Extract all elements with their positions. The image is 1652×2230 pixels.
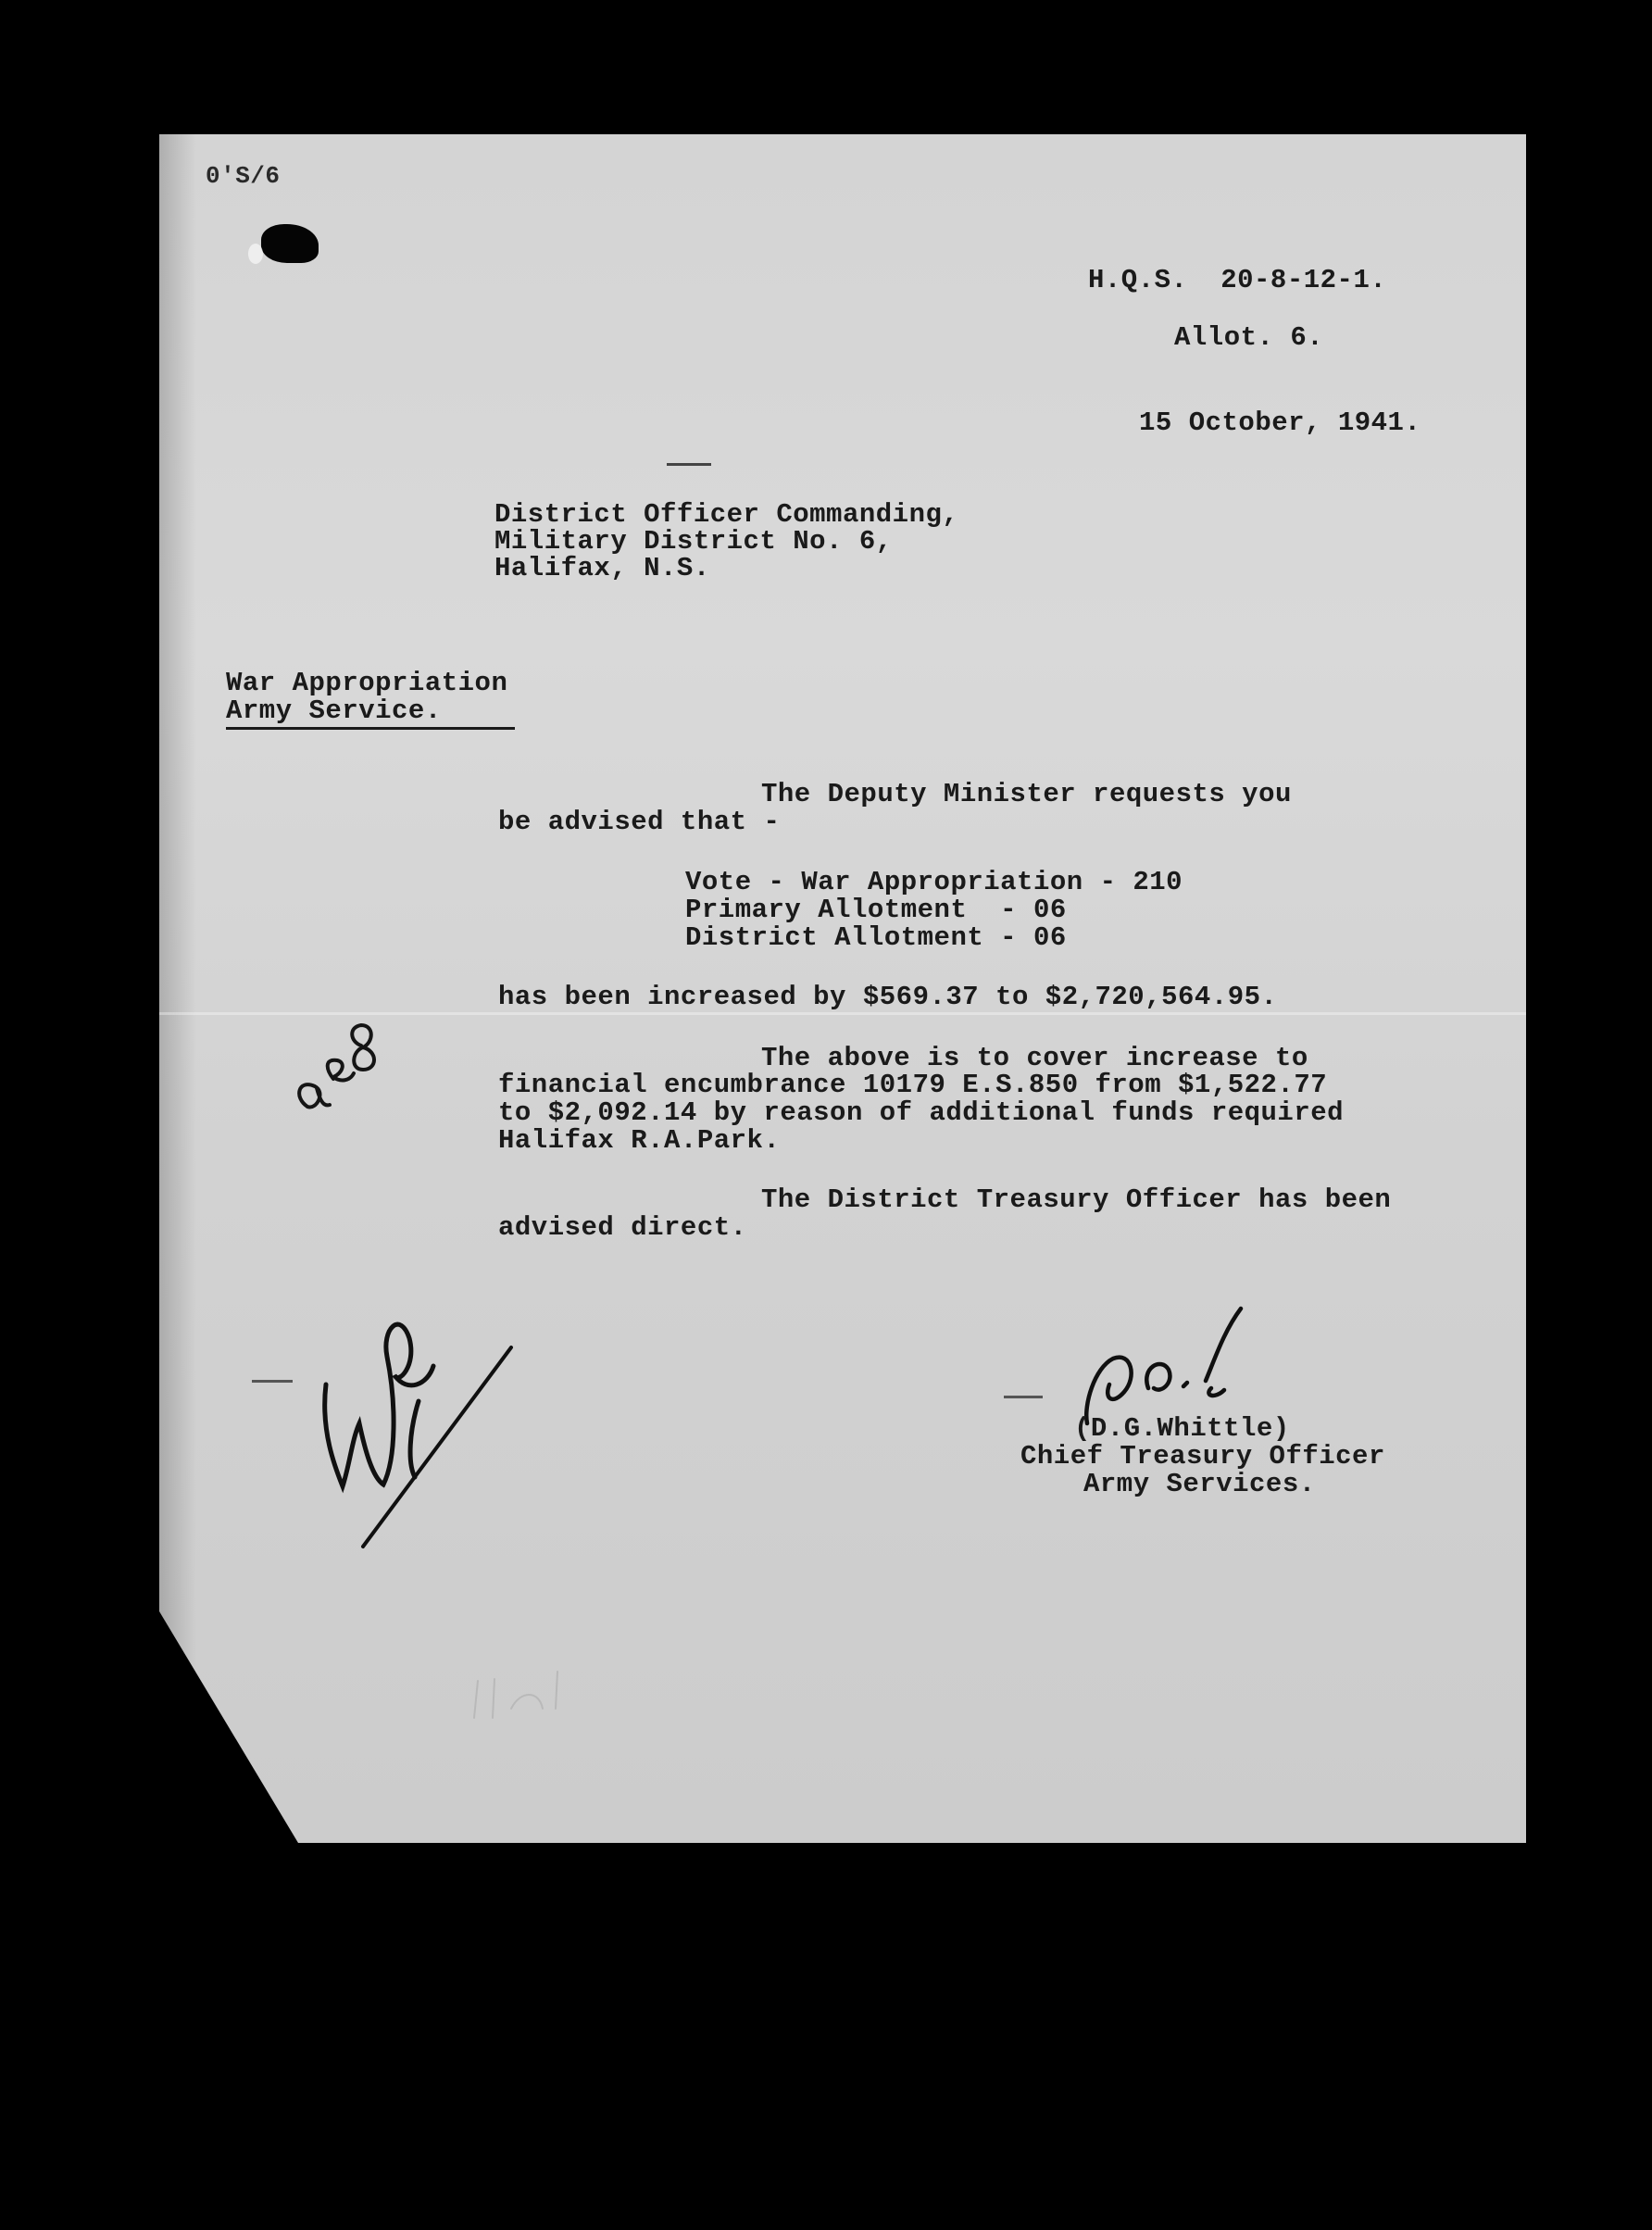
handwritten-margin-mark [289, 1014, 391, 1125]
addressee-line: District Officer Commanding, [494, 499, 959, 530]
body-text-line: be advised that - [498, 807, 781, 837]
body-text-line: advised direct. [498, 1212, 747, 1243]
body-text-line: The above is to cover increase to [761, 1043, 1308, 1073]
allotment-number: Allot. 6. [1174, 322, 1324, 353]
torn-paper-corner [159, 1611, 298, 1843]
vote-line: Primary Allotment - 06 [685, 895, 1067, 925]
faint-pencil-marks [465, 1653, 576, 1727]
body-text-line: Halifax R.A.Park. [498, 1125, 781, 1156]
paper-damage [248, 244, 263, 264]
body-text-line: The Deputy Minister requests you [761, 779, 1292, 809]
subject-underline [226, 727, 515, 730]
reference-number: H.Q.S. 20-8-12-1. [1088, 265, 1387, 295]
file-mark: 0'S/6 [206, 162, 281, 190]
addressee-line: Military District No. 6, [494, 526, 893, 557]
body-text-line: The District Treasury Officer has been [761, 1184, 1392, 1215]
ink-dash [1004, 1396, 1043, 1398]
vote-line: District Allotment - 06 [685, 922, 1067, 953]
body-text-line: financial encumbrance 10179 E.S.850 from $1,522.77 [498, 1070, 1328, 1100]
separator-mark [667, 463, 711, 466]
signatory-department: Army Services. [1083, 1469, 1316, 1499]
subject-line: Army Service. [226, 695, 442, 726]
body-text-line: to $2,092.14 by reason of additional funds required [498, 1097, 1345, 1128]
signatory-title: Chief Treasury Officer [1020, 1441, 1385, 1472]
ink-dash [252, 1380, 293, 1383]
increase-statement: has been increased by $569.37 to $2,720,564.95. [498, 982, 1278, 1012]
signatory-name: (D.G.Whittle) [1074, 1413, 1290, 1444]
letter-sheet [159, 134, 1526, 1843]
subject-line: War Appropriation [226, 668, 508, 698]
ink-blot [261, 224, 319, 263]
paper-shadow [159, 134, 196, 1843]
letter-date: 15 October, 1941. [1139, 407, 1421, 438]
addressee-line: Halifax, N.S. [494, 553, 710, 583]
vote-line: Vote - War Appropriation - 210 [685, 867, 1183, 897]
handwritten-initials-lower-left [307, 1255, 511, 1560]
